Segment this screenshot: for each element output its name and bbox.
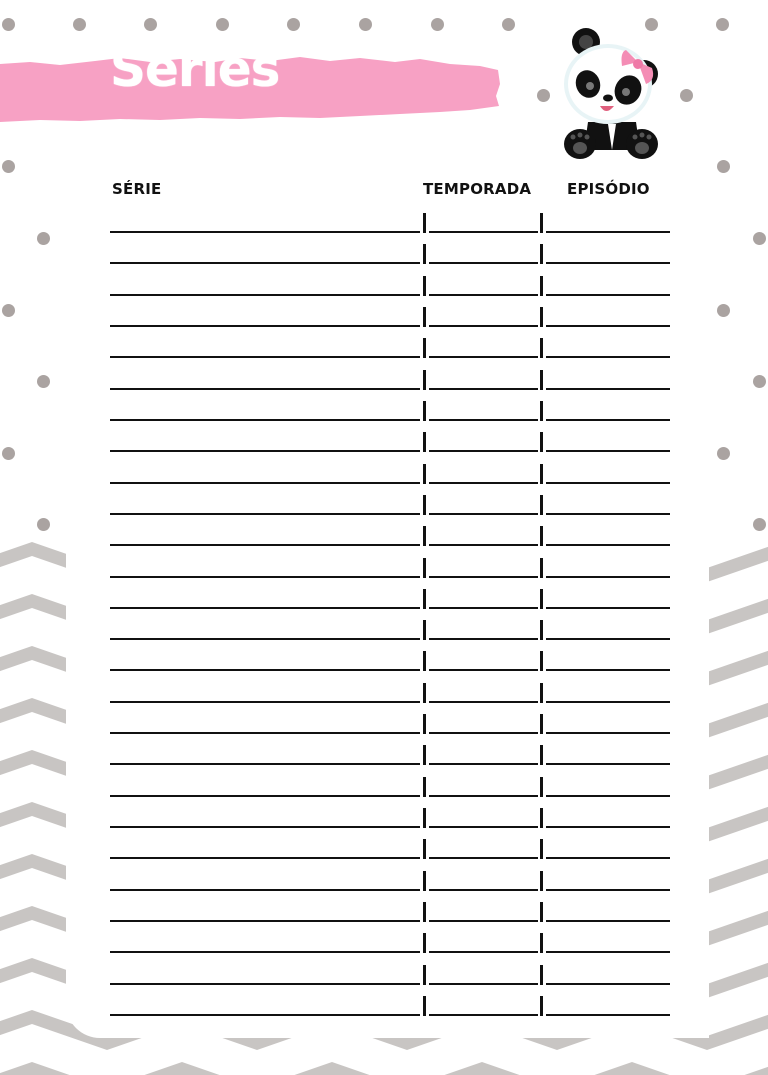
column-divider [423, 871, 426, 891]
table-row [0, 232, 768, 264]
column-divider [423, 996, 426, 1016]
column-divider [540, 495, 543, 515]
page-title: Séries [110, 40, 280, 98]
column-divider [540, 432, 543, 452]
table-row [0, 546, 768, 578]
episodio-input-line[interactable] [546, 1014, 670, 1016]
column-divider [423, 432, 426, 452]
polka-dot [287, 18, 300, 31]
polka-dot [144, 18, 157, 31]
column-divider [540, 965, 543, 985]
column-divider [423, 777, 426, 797]
polka-dot [537, 89, 550, 102]
table-row [0, 577, 768, 609]
column-divider [423, 370, 426, 390]
column-divider [540, 933, 543, 953]
column-divider [423, 714, 426, 734]
column-divider [540, 464, 543, 484]
column-divider [540, 558, 543, 578]
serie-input-line[interactable] [110, 1014, 420, 1016]
column-divider [540, 839, 543, 859]
column-divider [540, 808, 543, 828]
column-header-serie: SÉRIE [112, 180, 162, 198]
panda-illustration [556, 22, 666, 162]
column-header-temporada: TEMPORADA [423, 180, 532, 198]
polka-dot [73, 18, 86, 31]
column-divider [540, 307, 543, 327]
table-row [0, 953, 768, 985]
polka-dot [216, 18, 229, 31]
column-divider [540, 526, 543, 546]
column-divider [540, 996, 543, 1016]
column-divider [423, 620, 426, 640]
table-row [0, 921, 768, 953]
column-divider [540, 902, 543, 922]
column-divider [423, 213, 426, 233]
table-row [0, 827, 768, 859]
table-row [0, 671, 768, 703]
column-divider [423, 839, 426, 859]
column-divider [423, 307, 426, 327]
column-divider [423, 495, 426, 515]
polka-dot [502, 18, 515, 31]
polka-dot [717, 160, 730, 173]
column-divider [540, 620, 543, 640]
column-divider [423, 808, 426, 828]
column-divider [423, 933, 426, 953]
column-divider [423, 464, 426, 484]
table-row [0, 765, 768, 797]
column-divider [423, 745, 426, 765]
polka-dot [431, 18, 444, 31]
table-row [0, 639, 768, 671]
column-divider [540, 276, 543, 296]
column-divider [540, 338, 543, 358]
table-row [0, 420, 768, 452]
table-row [0, 483, 768, 515]
table-row [0, 326, 768, 358]
polka-dot [716, 18, 729, 31]
column-divider [423, 683, 426, 703]
column-divider [540, 871, 543, 891]
column-divider [540, 589, 543, 609]
column-divider [423, 526, 426, 546]
column-divider [540, 401, 543, 421]
table-row [0, 733, 768, 765]
table-row [0, 514, 768, 546]
column-divider [423, 276, 426, 296]
column-divider [540, 651, 543, 671]
table-row [0, 264, 768, 296]
column-divider [540, 370, 543, 390]
column-divider [540, 777, 543, 797]
table-row [0, 702, 768, 734]
column-header-episodio: EPISÓDIO [567, 180, 650, 198]
table-row [0, 452, 768, 484]
column-divider [423, 401, 426, 421]
table-row [0, 890, 768, 922]
column-divider [540, 683, 543, 703]
table-row [0, 984, 768, 1016]
table-row [0, 358, 768, 390]
table-row [0, 389, 768, 421]
column-divider [423, 902, 426, 922]
polka-dot [2, 160, 15, 173]
column-divider [423, 965, 426, 985]
column-divider [423, 558, 426, 578]
table-row [0, 859, 768, 891]
table-row [0, 608, 768, 640]
polka-dot [680, 89, 693, 102]
polka-dot [2, 18, 15, 31]
table-row [0, 201, 768, 233]
column-divider [540, 745, 543, 765]
column-divider [540, 714, 543, 734]
table-row [0, 796, 768, 828]
column-divider [423, 244, 426, 264]
column-divider [423, 338, 426, 358]
temporada-input-line[interactable] [429, 1014, 538, 1016]
polka-dot [359, 18, 372, 31]
column-divider [540, 213, 543, 233]
table-row [0, 295, 768, 327]
column-divider [423, 651, 426, 671]
column-divider [540, 244, 543, 264]
column-divider [423, 589, 426, 609]
